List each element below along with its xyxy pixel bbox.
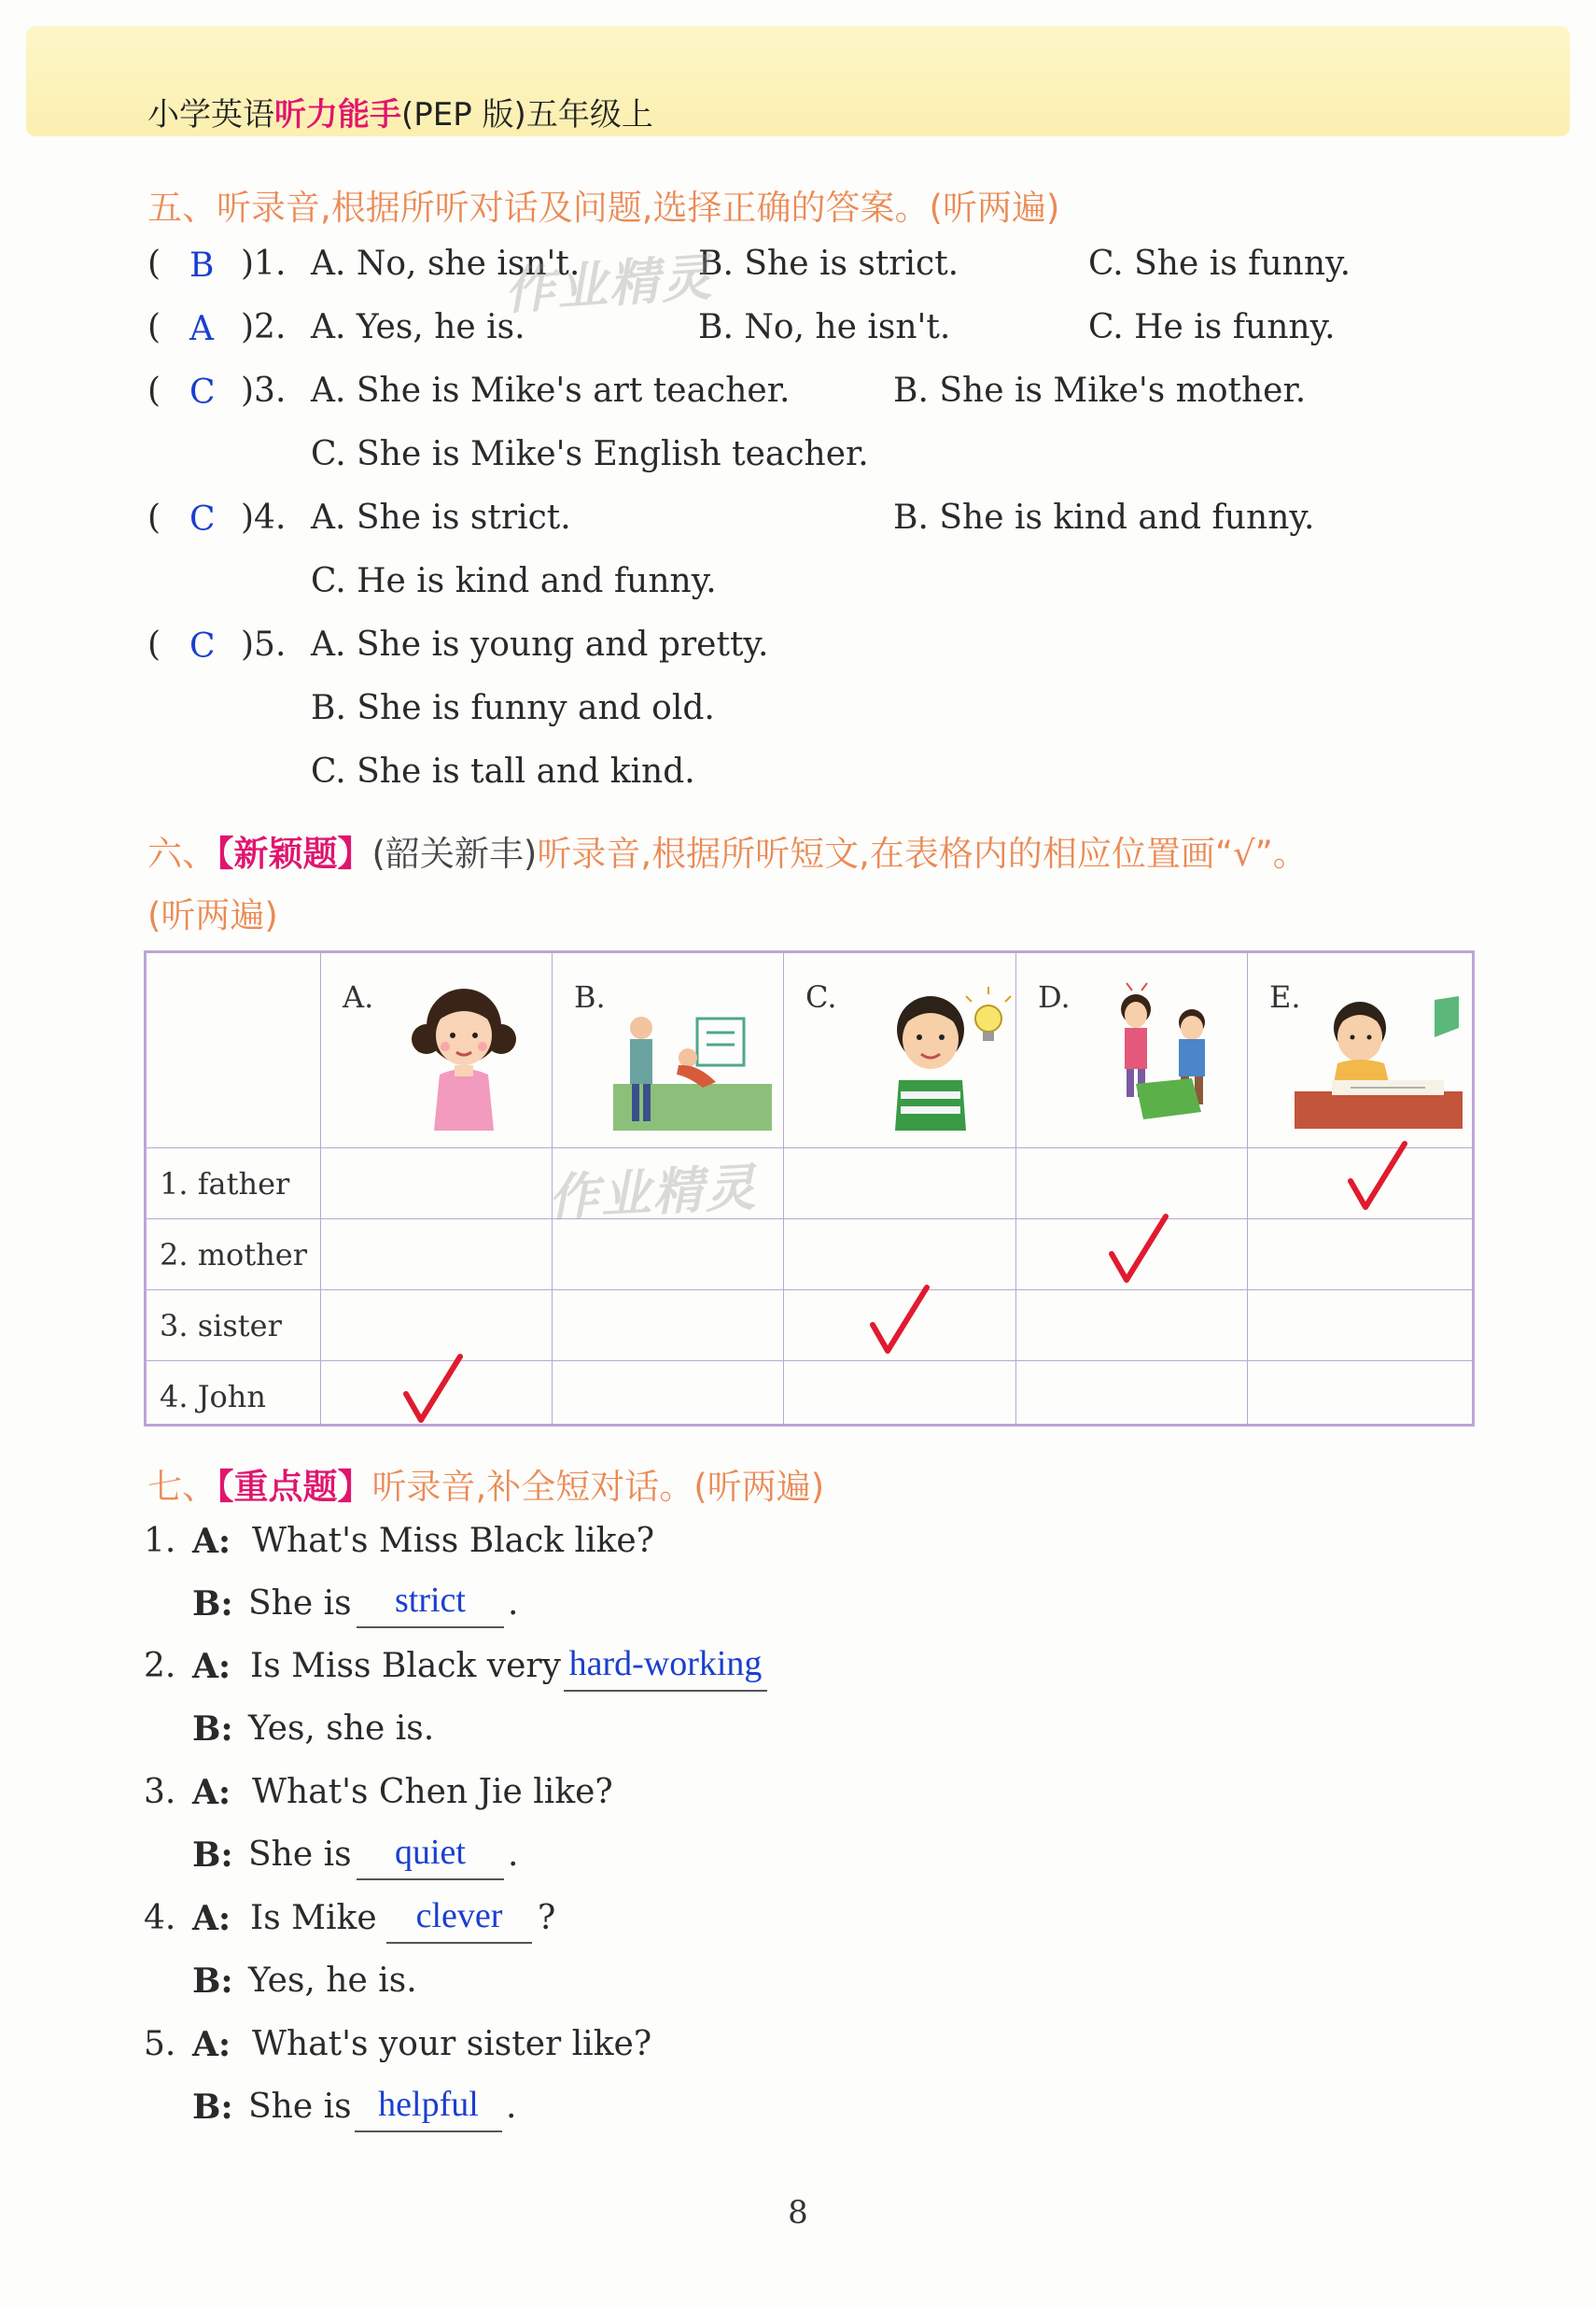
dialog-3-answer-post: . <box>508 1835 519 1874</box>
q1-option-a: A. No, she isn't. <box>311 245 581 283</box>
speaker-b-label: B: <box>192 1835 233 1875</box>
dialog-2-question-pre: Is Miss Black very <box>250 1647 561 1685</box>
row-label-mother: 2. mother <box>160 1237 308 1273</box>
q1-option-b: B. She is strict. <box>698 245 959 283</box>
two-kids-bag-icon <box>1099 981 1239 1131</box>
answer-grid <box>144 950 1475 1427</box>
col-label-a: A. <box>343 979 374 1015</box>
q5-option-a: A. She is young and pretty. <box>311 626 769 664</box>
col-label-d: D. <box>1038 979 1071 1015</box>
section-6-title: 六、【新颖题】(韶关新丰)听录音,根据所听短文,在表格内的相应位置画“√”。 <box>147 834 1308 874</box>
speaker-a-label: A: <box>192 1647 231 1686</box>
q4-number: )4. <box>241 499 287 537</box>
q2-number: )2. <box>241 308 287 346</box>
dialog-3-fill: quiet <box>357 1832 504 1880</box>
dialog-2-answer: Yes, she is. <box>248 1709 435 1748</box>
q2-option-c: C. He is funny. <box>1088 308 1336 346</box>
answer-paren: ( <box>147 372 161 410</box>
speaker-a-label: A: <box>192 1773 231 1812</box>
dialog-5-number: 5. <box>144 2025 176 2063</box>
boy-idea-icon <box>875 981 1015 1131</box>
check-mark-icon <box>867 1284 932 1358</box>
book-title: 小学英语听力能手(PEP 版)五年级上 <box>147 96 653 134</box>
page-number: 8 <box>788 2194 808 2231</box>
q3-number: )3. <box>241 372 287 410</box>
col-label-c: C. <box>805 979 837 1015</box>
speaker-a-label: A: <box>192 1899 231 1938</box>
dialog-1-answer-post: . <box>508 1584 519 1623</box>
row-label-john: 4. John <box>160 1379 267 1414</box>
man-and-bent-person-icon <box>613 1009 772 1131</box>
q2-option-b: B. No, he isn't. <box>698 308 951 346</box>
col-label-b: B. <box>574 979 606 1015</box>
dialog-1-number: 1. <box>144 1522 176 1560</box>
dialog-4-question-pre: Is Mike <box>250 1899 377 1937</box>
q4-option-b: B. She is kind and funny. <box>893 499 1315 537</box>
answer-paren: ( <box>147 245 161 283</box>
dialog-1-question: What's Miss Black like? <box>252 1522 654 1560</box>
dialog-4-number: 4. <box>144 1899 176 1937</box>
dialog-4-fill: clever <box>386 1895 532 1944</box>
speaker-b-label: B: <box>192 1962 233 2001</box>
section-7-title: 七、【重点题】听录音,补全短对话。(听两遍) <box>147 1467 825 1507</box>
q3-answer: C <box>189 373 216 412</box>
dialog-3-question: What's Chen Jie like? <box>252 1773 613 1811</box>
speaker-b-label: B: <box>192 2088 233 2127</box>
q2-option-a: A. Yes, he is. <box>311 308 525 346</box>
speaker-b-label: B: <box>192 1584 233 1624</box>
q5-option-b: B. She is funny and old. <box>311 689 715 727</box>
q5-number: )5. <box>241 626 287 664</box>
boy-writing-icon <box>1295 991 1463 1131</box>
dialog-1-fill: strict <box>357 1580 504 1628</box>
answer-paren: ( <box>147 308 161 346</box>
q4-option-c: C. He is kind and funny. <box>311 562 717 600</box>
q1-answer: B <box>189 246 215 285</box>
speaker-a-label: A: <box>192 2025 231 2064</box>
section-5-title: 五、听录音,根据所听对话及问题,选择正确的答案。(听两遍) <box>147 188 1060 228</box>
q4-option-a: A. She is strict. <box>311 499 571 537</box>
dialog-5-question: What's your sister like? <box>252 2025 652 2063</box>
q2-answer: A <box>189 310 214 348</box>
dialog-4-answer: Yes, he is. <box>248 1962 417 2000</box>
check-mark-icon <box>400 1353 466 1427</box>
answer-paren: ( <box>147 626 161 664</box>
dialog-5-answer-post: . <box>506 2088 517 2126</box>
check-mark-icon <box>1106 1213 1171 1287</box>
girl-portrait-icon <box>399 981 529 1131</box>
q1-option-c: C. She is funny. <box>1088 245 1351 283</box>
dialog-5-fill: helpful <box>355 2084 502 2132</box>
q5-option-c: C. She is tall and kind. <box>311 752 695 791</box>
dialog-3-number: 3. <box>144 1773 176 1811</box>
q3-option-c: C. She is Mike's English teacher. <box>311 435 869 473</box>
speaker-b-label: B: <box>192 1709 233 1749</box>
row-label-father: 1. father <box>160 1166 290 1202</box>
answer-paren: ( <box>147 499 161 537</box>
row-label-sister: 3. sister <box>160 1308 282 1343</box>
speaker-a-label: A: <box>192 1522 231 1561</box>
dialog-4-question-post: ? <box>538 1899 556 1937</box>
q3-option-b: B. She is Mike's mother. <box>893 372 1307 410</box>
q1-number: )1. <box>241 245 287 283</box>
q4-answer: C <box>189 500 216 539</box>
dialog-1-answer-pre: She is <box>248 1584 352 1623</box>
watermark: 作业精灵 <box>546 1158 759 1228</box>
check-mark-icon <box>1345 1140 1410 1215</box>
dialog-5-answer-pre: She is <box>248 2088 352 2126</box>
col-label-e: E. <box>1269 979 1301 1015</box>
section-6-title-cont: (听两遍) <box>147 895 278 935</box>
watermark: 作业精灵 <box>502 247 716 321</box>
dialog-3-answer-pre: She is <box>248 1835 352 1874</box>
dialog-2-fill: hard-working <box>564 1643 767 1692</box>
dialog-2-number: 2. <box>144 1647 176 1685</box>
q5-answer: C <box>189 627 216 666</box>
q3-option-a: A. She is Mike's art teacher. <box>311 372 791 410</box>
